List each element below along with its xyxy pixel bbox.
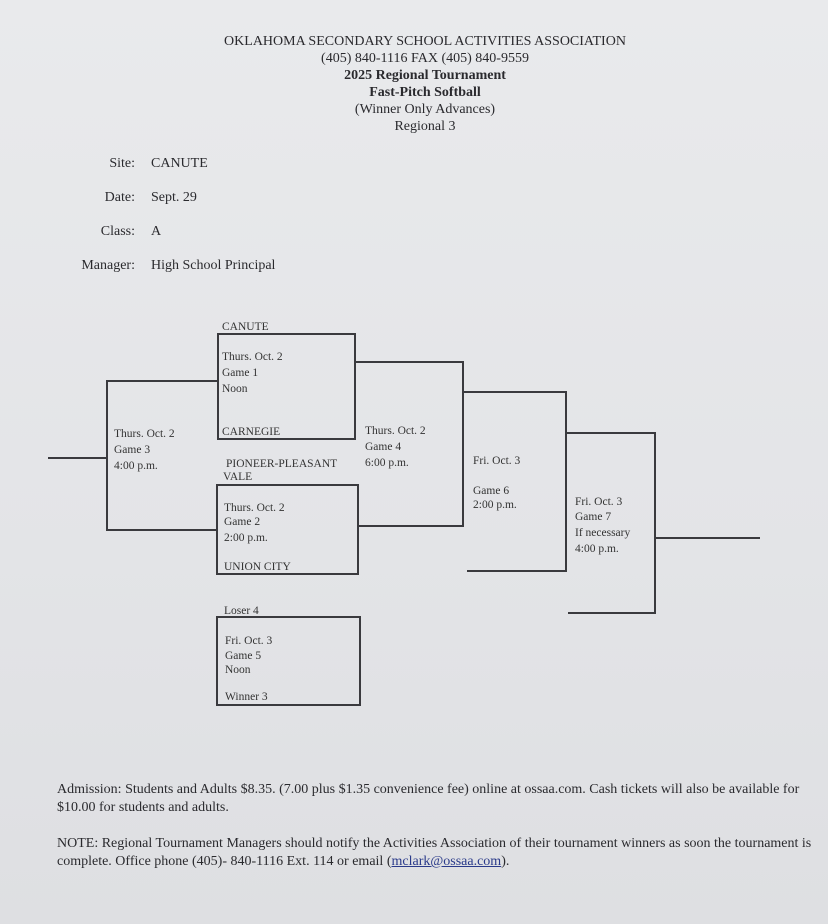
game-1-time: Noon — [222, 383, 248, 395]
bracket-line — [462, 361, 464, 527]
bracket-line — [48, 457, 107, 459]
game-7-condition: If necessary — [575, 527, 631, 539]
manager-value: High School Principal — [151, 258, 276, 273]
game-6-date: Fri. Oct. 3 — [473, 455, 521, 467]
game-3-time: 4:00 p.m. — [114, 460, 158, 472]
site-label: Site: — [109, 156, 135, 171]
team-pioneer-pleasant-vale: PIONEER-PLEASANT — [226, 458, 338, 470]
game-4-label: Game 4 — [365, 441, 402, 453]
team-pioneer-pleasant-vale-cont: VALE — [223, 471, 253, 483]
bracket-line — [354, 333, 356, 440]
bracket-line — [358, 525, 464, 527]
team-union-city: UNION CITY — [224, 561, 291, 573]
manager-note-end: ). — [501, 854, 510, 869]
bracket-line — [565, 391, 567, 572]
bracket-line — [216, 616, 218, 706]
tournament-title: 2025 Regional Tournament — [344, 68, 506, 83]
game-3-date: Thurs. Oct. 2 — [114, 428, 175, 440]
bracket-line — [359, 616, 361, 706]
class-value: A — [151, 224, 162, 239]
admission-note: Admission: Students and Adults $8.35. (7.00 plus $1.35 convenience fee) online at ossaa.com. Cash tickets will also be available for $10.00 for students and adults. — [57, 782, 800, 815]
sport-title: Fast-Pitch Softball — [369, 85, 481, 100]
winner-game-3: Winner 3 — [225, 691, 268, 703]
bracket-line — [566, 432, 655, 434]
bracket-line — [568, 612, 656, 614]
contact-email-link[interactable]: mclark@ossaa.com — [391, 854, 502, 869]
game-7-time: 4:00 p.m. — [575, 543, 619, 555]
game-5-date: Fri. Oct. 3 — [225, 635, 273, 647]
bracket-line — [355, 361, 464, 363]
org-contact: (405) 840-1116 FAX (405) 840-9559 — [321, 51, 529, 66]
org-name: OKLAHOMA SECONDARY SCHOOL ACTIVITIES ASSOCIATION — [224, 34, 626, 49]
game-2-time: 2:00 p.m. — [224, 532, 268, 544]
site-value: CANUTE — [151, 156, 208, 171]
class-label: Class: — [100, 224, 135, 239]
bracket-line — [654, 432, 656, 614]
game-4-time: 6:00 p.m. — [365, 457, 409, 469]
bracket-line — [106, 380, 108, 531]
bracket-line — [655, 537, 760, 539]
date-label: Date: — [104, 190, 135, 205]
game-6-time: 2:00 p.m. — [473, 499, 517, 511]
game-7-date: Fri. Oct. 3 — [575, 496, 623, 508]
bracket-line — [357, 484, 359, 575]
team-canute: CANUTE — [222, 321, 269, 333]
format-note: (Winner Only Advances) — [354, 102, 496, 117]
game-2-label: Game 2 — [224, 516, 261, 528]
manager-label: Manager: — [81, 258, 135, 273]
bracket-line — [463, 391, 566, 393]
bracket-line — [106, 380, 218, 382]
game-7-label: Game 7 — [575, 511, 612, 523]
game-6-label: Game 6 — [473, 485, 510, 497]
bracket-line — [106, 529, 217, 531]
bracket-line — [217, 333, 219, 440]
game-4-date: Thurs. Oct. 2 — [365, 425, 426, 437]
game-1-date: Thurs. Oct. 2 — [222, 351, 283, 363]
game-5-time: Noon — [225, 664, 251, 676]
loser-game-4: Loser 4 — [224, 605, 259, 617]
bracket-line — [467, 570, 567, 572]
game-3-label: Game 3 — [114, 444, 151, 456]
manager-note-text: NOTE: Regional Tournament Managers should notify the Activities Association of their tournament winners as soon the tournament is complete. Office phone (405)- 840-1116 Ext. 114 or email ( — [57, 836, 812, 869]
regional-label: Regional 3 — [394, 119, 456, 134]
game-5-label: Game 5 — [225, 650, 262, 662]
team-carnegie: CARNEGIE — [222, 426, 281, 438]
document-header — [150, 33, 700, 135]
date-value: Sept. 29 — [151, 190, 197, 205]
game-1-label: Game 1 — [222, 367, 259, 379]
game-2-date: Thurs. Oct. 2 — [224, 502, 285, 514]
manager-note — [57, 835, 827, 871]
